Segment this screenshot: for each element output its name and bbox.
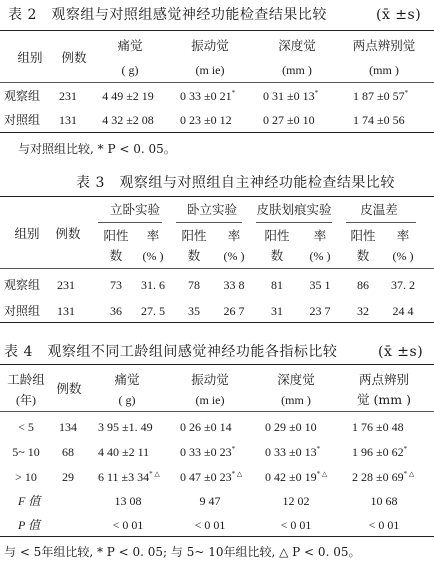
t2-header-count: 例数	[61, 50, 87, 65]
t4-header-pain: 痛觉	[114, 372, 140, 387]
t3-span-rule-1	[98, 222, 162, 223]
t4-row3-pain: 6 11 ±3 34* △	[98, 470, 160, 484]
t3-row1-c7: 86	[357, 278, 369, 292]
t3-row1-c1: 73	[110, 278, 122, 292]
t3-header-group: 组别	[14, 226, 40, 241]
t4-row2-group: 5~ 10	[12, 445, 40, 459]
table-4-note: 与 < 5年组比较, * P < 0. 05; 与 5~ 10年组比较, △ P < 0. 05。	[4, 545, 361, 559]
t4-header-count: 例数	[56, 381, 82, 396]
t4-row2-pain: 4 40 ±2 11	[98, 445, 150, 459]
t2-header-depth: 深度觉	[278, 38, 316, 53]
t3-sub-positive-1: 阳性	[103, 228, 129, 243]
t3-row1-c6: 35 1	[309, 278, 331, 292]
t4-row1-count: 134	[59, 420, 77, 434]
t4-row2-two-point: 1 96 ±0 62*	[352, 445, 408, 459]
t2-unit-two-point: (mm )	[369, 63, 399, 77]
t2-unit-depth: (mm )	[282, 63, 312, 77]
t3-sub-rate-3: 率	[313, 228, 327, 243]
t3-row1-c8: 37. 2	[391, 278, 415, 292]
t2-row2-two-point: 1 74 ±0 56	[353, 113, 405, 127]
t3-span-rule-4	[346, 222, 416, 223]
t2-row1-two-point: 1 87 ±0 57*	[353, 89, 409, 103]
t4-header-years: (年)	[16, 393, 36, 407]
t3-row1-group: 观察组	[4, 278, 41, 292]
table-3-header-rule	[0, 268, 434, 269]
t3-header-lying: 卧立实验	[186, 202, 238, 217]
t4-f-depth: 12 02	[282, 494, 310, 508]
t4-f-pain: 13 08	[114, 494, 142, 508]
t3-row1-count: 231	[57, 278, 75, 292]
table-2-stat: (x̄ ±s)	[376, 7, 422, 23]
t2-header-vibration: 振动觉	[191, 38, 229, 53]
t4-header-seniority: 工龄组	[7, 372, 45, 387]
t3-row2-c6: 23 7	[309, 304, 331, 318]
t4-p-depth: < 0 01	[280, 518, 312, 532]
t4-header-vibration: 振动觉	[191, 372, 229, 387]
t4-unit-vibration: (m ie)	[195, 393, 225, 407]
t2-row2-pain: 4 32 ±2 08	[102, 113, 154, 127]
t3-header-standing: 立卧实验	[109, 202, 161, 217]
t3-sub-pct-3: (% )	[309, 249, 331, 263]
table-2-header-rule	[0, 82, 434, 83]
t3-row2-group: 对照组	[4, 304, 41, 318]
t3-header-skin-temp: 皮温差	[360, 202, 398, 217]
t4-unit-pain: ( g)	[118, 393, 136, 407]
t4-header-two-point-2: 觉 (mm )	[357, 392, 411, 407]
t4-row1-depth: 0 29 ±0 10	[265, 420, 317, 434]
t3-row2-c4: 26 7	[223, 304, 245, 318]
t2-row1-count: 231	[59, 89, 77, 103]
table-2-caption: 表 2 观察组与对照组感觉神经功能检查结果比较	[8, 7, 327, 23]
t4-row3-vibration: 0 47 ±0 23* △	[180, 470, 243, 484]
t4-p-label: P 值	[18, 518, 41, 532]
t3-row2-count: 131	[57, 304, 75, 318]
t3-row1-c4: 33 8	[223, 278, 245, 292]
t3-sub-number-3: 数	[270, 248, 284, 263]
table-3-bottom-rule	[0, 322, 434, 323]
t3-row1-c2: 31. 6	[141, 278, 165, 292]
table-4-bottom-rule	[0, 536, 434, 537]
t4-p-vibration: < 0 01	[194, 518, 226, 532]
t4-f-two-point: 10 68	[370, 494, 398, 508]
t3-row2-c2: 27. 5	[141, 304, 165, 318]
table-3-caption: 表 3 观察组与对照组自主神经功能检查结果比较	[76, 175, 395, 191]
table-4-caption: 表 4 观察组不同工龄组间感觉神经功能各指标比较	[4, 344, 338, 360]
t4-header-depth: 深度觉	[277, 372, 315, 387]
t3-sub-rate-1: 率	[146, 228, 160, 243]
t4-row2-count: 68	[62, 445, 74, 459]
t4-p-two-point: < 0 01	[368, 518, 400, 532]
t4-unit-depth: (mm )	[281, 393, 311, 407]
t3-sub-positive-2: 阳性	[181, 228, 207, 243]
t2-row2-count: 131	[59, 113, 77, 127]
t2-row1-depth: 0 31 ±0 13*	[263, 89, 319, 103]
t3-span-rule-2	[176, 222, 242, 223]
t4-row3-two-point: 2 28 ±0 69* △	[352, 470, 415, 484]
t2-unit-pain: ( g)	[121, 63, 139, 77]
table-4-header-rule	[0, 411, 434, 412]
t4-p-pain: < 0 01	[112, 518, 144, 532]
t4-row1-two-point: 1 76 ±0 48	[352, 420, 404, 434]
t3-header-skin-scratch: 皮肤划痕实验	[256, 202, 332, 217]
t3-row2-c5: 31	[271, 304, 283, 318]
t4-f-label: F 值	[18, 494, 41, 508]
t3-sub-number-1: 数	[109, 248, 123, 263]
t2-header-pain: 痛觉	[117, 38, 143, 53]
table-2-bottom-rule	[0, 132, 434, 133]
t3-row2-c7: 32	[357, 304, 369, 318]
t3-row2-c8: 24 4	[392, 304, 414, 318]
t3-sub-rate-4: 率	[396, 228, 410, 243]
t3-sub-pct-4: (% )	[392, 249, 414, 263]
table-3-top-rule	[0, 196, 434, 197]
t3-row2-c3: 35	[188, 304, 200, 318]
t3-row2-c1: 36	[110, 304, 122, 318]
t4-row1-pain: 3 95 ±1. 49	[98, 420, 153, 434]
t2-row1-vibration: 0 33 ±0 21*	[180, 89, 236, 103]
table-4-top-rule	[0, 364, 434, 365]
t3-sub-positive-3: 阳性	[264, 228, 290, 243]
t4-row3-group: > 10	[15, 470, 37, 484]
t3-row1-c3: 78	[188, 278, 200, 292]
t3-sub-pct-1: (% )	[142, 249, 164, 263]
t2-header-group: 组别	[17, 50, 43, 65]
t2-row1-pain: 4 49 ±2 19	[102, 89, 154, 103]
t4-header-two-point: 两点辨别	[358, 372, 410, 387]
t4-row3-count: 29	[62, 470, 74, 484]
t4-row1-vibration: 0 26 ±0 14	[180, 420, 232, 434]
t3-sub-pct-2: (% )	[223, 249, 245, 263]
t4-f-vibration: 9 47	[199, 494, 221, 508]
t3-row1-c5: 81	[271, 278, 283, 292]
t2-row2-vibration: 0 23 ±0 12	[180, 113, 232, 127]
t2-row2-depth: 0 27 ±0 10	[263, 113, 315, 127]
t4-row1-group: < 5	[18, 420, 34, 434]
t2-row2-group: 对照组	[4, 113, 41, 127]
t4-row2-vibration: 0 33 ±0 23*	[180, 445, 236, 459]
t2-row1-group: 观察组	[4, 89, 41, 103]
t2-unit-vibration: (m ie)	[195, 63, 225, 77]
t3-sub-rate-2: 率	[227, 228, 241, 243]
table-4-stat: (x̄ ±s)	[378, 344, 424, 360]
t3-header-count: 例数	[55, 226, 81, 241]
table-2-top-rule	[0, 30, 434, 31]
t3-sub-positive-4: 阳性	[350, 228, 376, 243]
table-2-note: 与对照组比较, * P < 0. 05。	[18, 142, 176, 156]
t4-row3-depth: 0 42 ±0 19* △	[265, 470, 328, 484]
t3-sub-number-4: 数	[356, 248, 370, 263]
t3-sub-number-2: 数	[187, 248, 201, 263]
t3-span-rule-3	[256, 222, 332, 223]
t4-row2-depth: 0 33 ±0 13*	[265, 445, 321, 459]
t2-header-two-point: 两点辨别觉	[352, 38, 416, 53]
